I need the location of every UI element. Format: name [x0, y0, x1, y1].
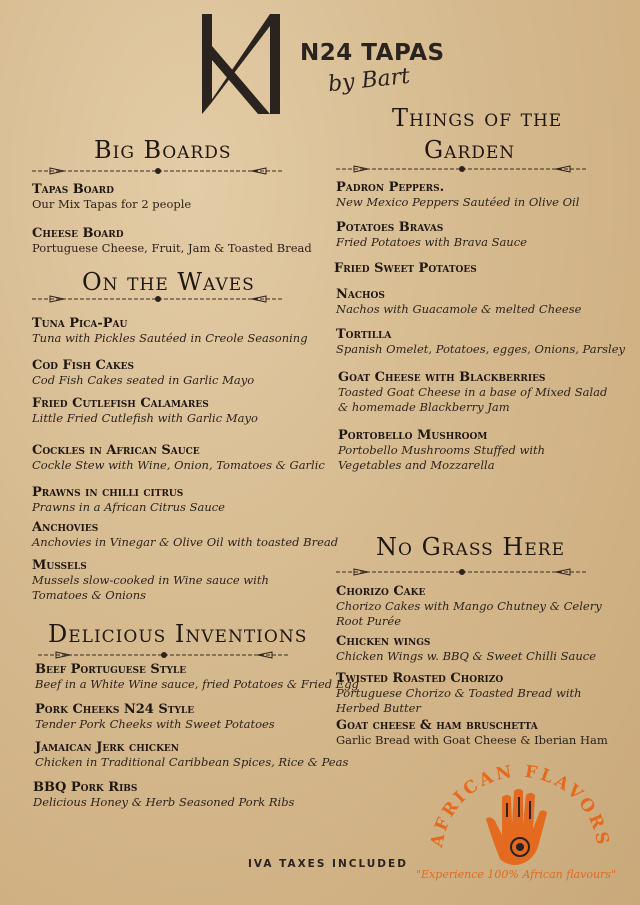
- menu-item: [32, 485, 225, 515]
- item-name: Chicken wings: [336, 634, 431, 649]
- menu-item: [336, 327, 625, 357]
- item-desc: Anchovies in Vinegar & Olive Oil with toasted Bread: [32, 535, 339, 549]
- item-desc: Fried Potatoes with Brava Sauce: [336, 235, 527, 249]
- section-title-inventions: Delicious Inventions: [48, 620, 308, 648]
- badge-text: AFRICAN FLAVORS: [427, 761, 613, 849]
- menu-item: [35, 740, 348, 770]
- ornament-divider: [334, 164, 590, 174]
- item-desc: Chicken Wings w. BBQ & Sweet Chilli Sauce: [336, 649, 597, 663]
- item-desc: Portobello Mushrooms Stuffed with Vegetables and Mozzarella: [338, 443, 546, 472]
- item-desc: Chorizo Cakes with Mango Chutney & Celery Root Purée: [336, 599, 602, 628]
- item-desc: Garlic Bread with Goat Cheese & Iberian Ham: [336, 733, 608, 747]
- item-name: Beef Portuguese Style: [35, 662, 187, 677]
- brand-subtitle: by Bart: [326, 63, 412, 98]
- item-name: BBQ Pork Ribs: [33, 780, 138, 795]
- section-title-garden-line2: Garden: [424, 136, 516, 164]
- menu-item: [336, 634, 596, 664]
- african-tagline: "Experience 100% African flavours": [416, 868, 617, 881]
- item-name: Tapas Board: [32, 182, 114, 197]
- item-name: Goat Cheese with Blackberries: [338, 370, 546, 385]
- item-desc: Portuguese Cheese, Fruit, Jam & Toasted Bread: [32, 241, 312, 255]
- menu-item: [336, 671, 596, 716]
- menu-item: [336, 287, 581, 317]
- menu-item: [32, 226, 312, 256]
- item-desc: Cockle Stew with Wine, Onion, Tomatoes & Garlic: [32, 458, 325, 472]
- menu-item: [336, 220, 527, 250]
- menu-item: [32, 358, 254, 388]
- menu-item: [33, 780, 294, 810]
- menu-item: [32, 316, 308, 346]
- item-name: Padron Peppers.: [336, 180, 445, 195]
- item-name: Cod Fish Cakes: [32, 358, 134, 373]
- menu-item: [32, 520, 338, 550]
- item-name: Tuna Pica-Pau: [32, 316, 128, 331]
- item-desc: Our Mix Tapas for 2 people: [32, 197, 192, 211]
- item-desc: Tuna with Pickles Sautéed in Creole Seasoning: [32, 331, 308, 345]
- item-name: Cockles in African Sauce: [32, 443, 200, 458]
- section-title-big-boards: Big Boards: [94, 136, 232, 164]
- menu-item: [32, 396, 258, 426]
- item-name: Potatoes Bravas: [336, 220, 444, 235]
- ornament-divider: [30, 166, 286, 176]
- item-desc: Delicious Honey & Herb Seasoned Pork Ribs: [33, 795, 295, 809]
- menu-item: [32, 558, 292, 603]
- item-desc: Chicken in Traditional Caribbean Spices, Rice & Peas: [35, 755, 349, 769]
- item-desc: Toasted Goat Cheese in a base of Mixed Salad & homemade Blackberry Jam: [338, 385, 608, 414]
- item-name: Chorizo Cake: [336, 584, 426, 599]
- item-name: Jamaican Jerk chicken: [35, 740, 179, 755]
- item-name: Goat cheese & ham bruschetta: [336, 718, 538, 733]
- taxes-note: IVA TAXES INCLUDED: [248, 858, 408, 870]
- menu-item: [32, 443, 325, 473]
- item-desc: Cod Fish Cakes seated in Garlic Mayo: [32, 373, 255, 387]
- item-name: Fried Cutlefish Calamares: [32, 396, 209, 411]
- menu-item: [334, 261, 477, 276]
- menu-item: [35, 702, 275, 732]
- brand-name: N24 TAPAS: [300, 40, 445, 66]
- menu-item: [336, 180, 579, 210]
- menu-item: [35, 662, 359, 692]
- item-name: Twisted Roasted Chorizo: [336, 671, 504, 686]
- item-name: Pork Cheeks N24 Style: [35, 702, 195, 717]
- african-flavors-badge: [420, 755, 620, 875]
- item-name: Prawns in chilli citrus: [32, 485, 184, 500]
- item-desc: Spanish Omelet, Potatoes, egges, Onions, Parsley: [336, 342, 625, 356]
- item-desc: Nachos with Guacamole & melted Cheese: [336, 302, 582, 316]
- item-desc: New Mexico Peppers Sautéed in Olive Oil: [336, 195, 580, 209]
- menu-item: [338, 370, 608, 415]
- item-name: Fried Sweet Potatoes: [334, 261, 477, 276]
- item-desc: Little Fried Cutlefish with Garlic Mayo: [32, 411, 258, 425]
- item-desc: Portuguese Chorizo & Toasted Bread with Herbed Butter: [336, 686, 582, 715]
- hand-icon: [486, 789, 547, 865]
- n24-logo: [198, 10, 284, 118]
- section-title-waves: On the Waves: [82, 268, 255, 296]
- ornament-divider: [30, 294, 286, 304]
- item-desc: Beef in a White Wine sauce, fried Potatoes & Fried Egg: [35, 677, 359, 691]
- item-name: Cheese Board: [32, 226, 124, 241]
- menu-item: [336, 718, 608, 748]
- menu-item: [336, 584, 606, 629]
- item-name: Portobello Mushroom: [338, 428, 488, 443]
- item-name: Tortilla: [336, 327, 392, 342]
- menu-item: [32, 182, 191, 212]
- item-name: Mussels: [32, 558, 87, 573]
- menu-item: [338, 428, 608, 473]
- item-name: Nachos: [336, 287, 385, 302]
- section-title-no-grass: No Grass Here: [376, 533, 565, 561]
- ornament-divider: [334, 567, 590, 577]
- item-desc: Tender Pork Cheeks with Sweet Potatoes: [35, 717, 275, 731]
- section-title-garden-line1: Things of the: [392, 104, 563, 132]
- item-desc: Prawns in a African Citrus Sauce: [32, 500, 225, 514]
- item-desc: Mussels slow-cooked in Wine sauce with Tomatoes & Onions: [32, 573, 269, 602]
- item-name: Anchovies: [32, 520, 99, 535]
- ornament-divider: [36, 650, 292, 660]
